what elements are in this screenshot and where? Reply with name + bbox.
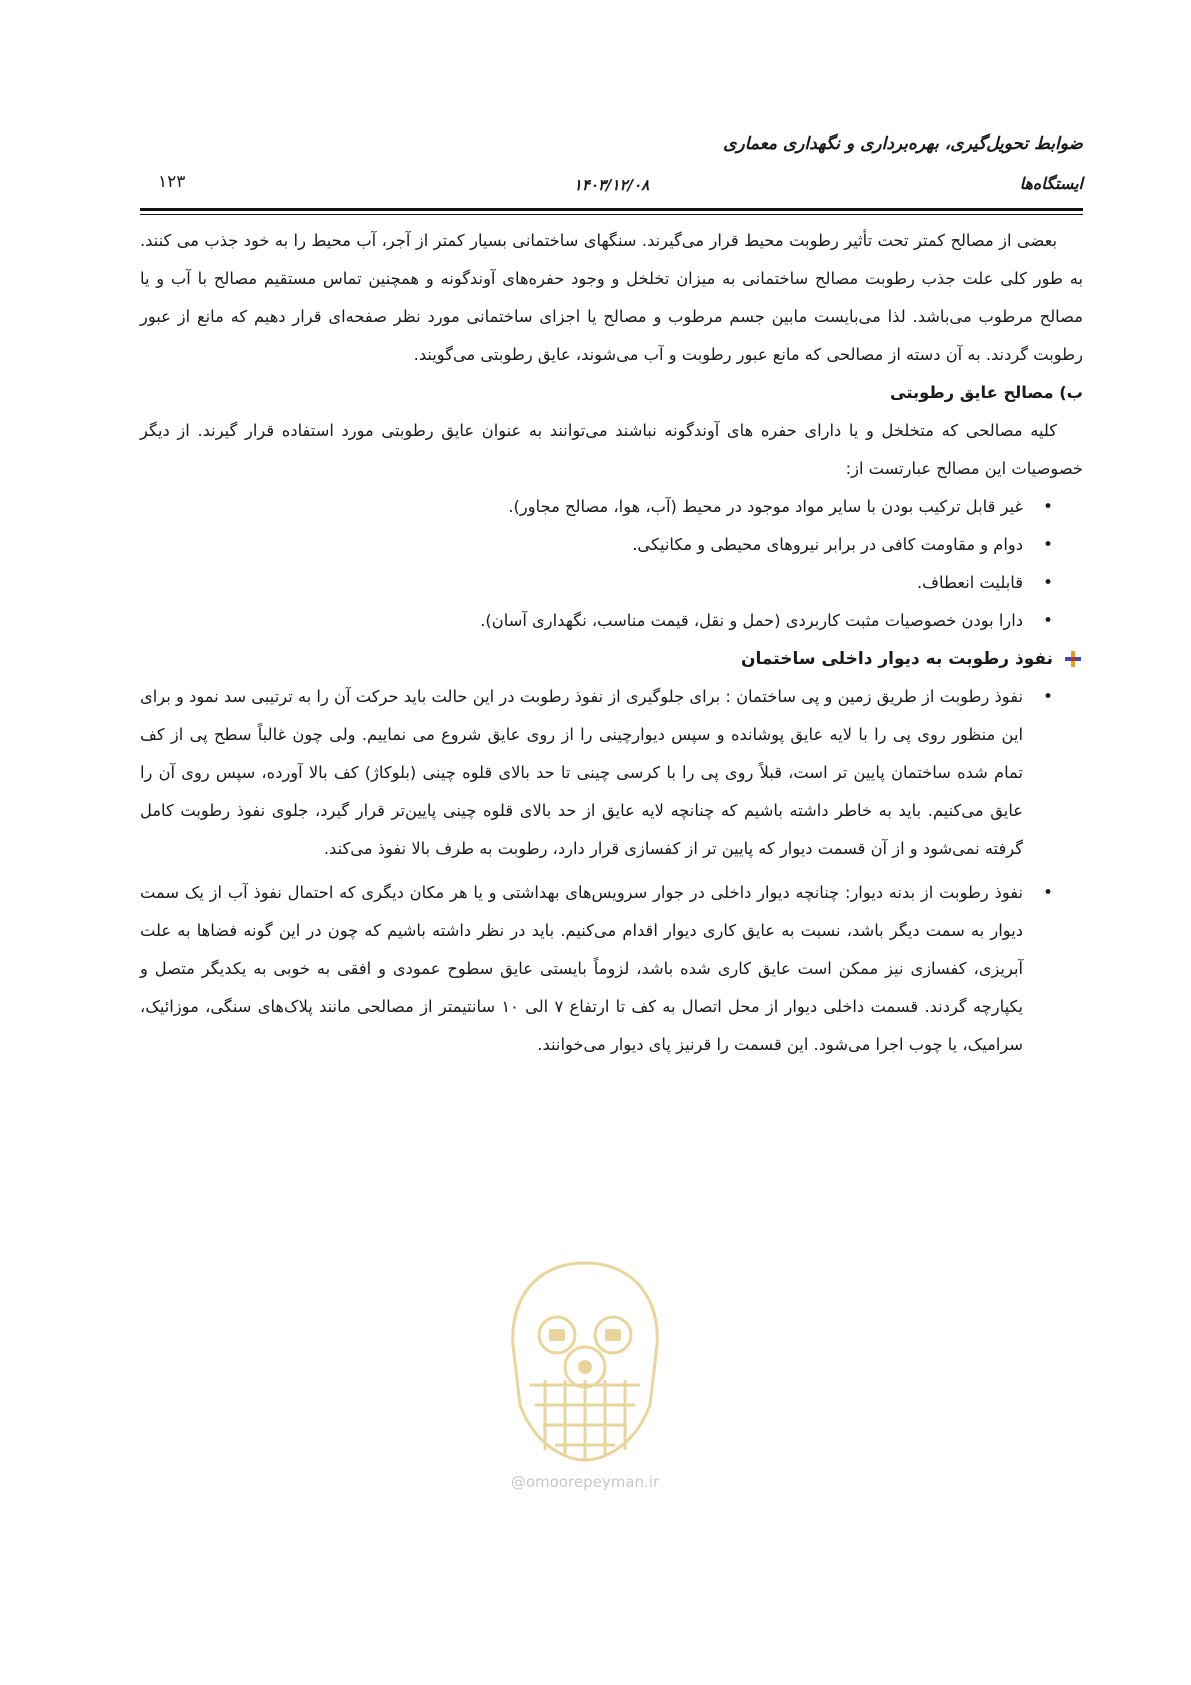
sub-intro-paragraph: کلیه مصالحی که متخلخل و یا دارای حفره های آوندگونه نباشند می‌توانند به عنوان عایق رطوبتی مورد استفاده قرار گیرند. از دیگر خصوصیات این مصالح عبارتست از:: [140, 421, 1083, 478]
section-heading-text: نفوذ رطوبت به دیوار داخلی ساختمان: [740, 649, 1053, 669]
list-item: • دارا بودن خصوصیات مثبت کاربردی (حمل و نقل، قیمت مناسب، نگهداری آسان).: [140, 602, 1023, 640]
list-item: • قابلیت انعطاف.: [140, 564, 1023, 602]
watermark-seal-icon: [485, 1255, 685, 1465]
list-item: • نفوذ رطوبت از بدنه دیوار: چنانچه دیوار داخلی در جوار سرویس‌های بهداشتی و یا هر مکان دیگری که احتمال نفوذ آب از یک سمت دیوار به سمت دیگر باشد، نسبت به عایق کاری دیوار اقدام می‌کنیم. باید در نظر داشته باشیم که چون در این گونه فضاها به علت آبریزی، کفسازی نیز ممکن است عایق کاری شده باشد، لزوماً بایستی عایق سطوح عمودی و افقی به خوبی به یکدیگر متصل و یکپارچه گردند. قسمت داخلی دیوار از محل اتصال به کف تا ارتفاع ۷ الی ۱۰ سانتیمتر از مصالحی مانند پلاک‌های سنگی، موزائیک، سرامیک، یا چوب اجرا می‌شود. این قسمت را قرنیز پای دیوار می‌خوانند.: [140, 874, 1023, 1064]
sub-heading: ب) مصالح عایق رطوبتی: [889, 383, 1083, 402]
page-number: ۱۲۳: [158, 172, 186, 192]
paragraph-list: [140, 678, 1083, 1064]
intro-paragraph: بعضی از مصالح کمتر تحت تأثیر رطوبت محیط قرار می‌گیرند. سنگهای ساختمانی بسیار کمتر از آجر، آب محیط را به خود جذب می کنند. به طور کلی علت جذب رطوبت مصالح ساختمانی به میزان تخلخل و وجود حفره‌های آوندگونه و همچنین تماس مستقیم مصالح با آب و یا مصالح مرطوب می‌باشد. لذا می‌بایست مابین جسم مرطوب و مصالح یا اجزای ساختمانی مورد نظر صفحه‌ای قرار دهیم که مانع از عبور رطوبت گردند. به آن دسته از مصالحی که مانع عبور رطوبت و آب می‌شوند، عایق رطوبتی می‌گویند.: [140, 231, 1083, 364]
watermark: [485, 1255, 685, 1505]
cross-bullet-icon: [1065, 651, 1081, 667]
page-content: [140, 222, 1083, 1070]
section-heading: [140, 640, 1083, 678]
list-item: • نفوذ رطوبت از طریق زمین و پی ساختمان : برای جلوگیری از نفوذ رطوبت در این حالت باید حرکت آن را به ترتیبی سد نمود و برای این منظور روی پی را با لایه عایق پوشانده و سپس دیوارچینی را از روی عایق شروع می نماییم. ولی چون غالباً سطح پی از کف تمام شده ساختمان پایین تر است، قبلاً روی پی را با کرسی چینی تا حد بالای قلوه چینی (بلوکاژ) کف بالا آورده، سپس روی آن را عایق می‌کنیم. باید به خاطر داشته باشیم که چنانچه لایه عایق از حد بالای قلوه چینی پایین‌تر قرار گیرد، جلوی نفوذ رطوبت کامل گرفته نمی‌شود و از آن قسمت دیوار که پایین تر از کفسازی قرار دارد، رطوبت به طرف بالا نفوذ می‌کند.: [140, 678, 1023, 868]
document-date: ۱۴۰۳/۱۲/۰۸: [573, 176, 650, 194]
watermark-text: @omoorepeyman.ir: [510, 1473, 660, 1491]
header-rule-thin: [140, 214, 1083, 215]
page-header: [140, 134, 1083, 206]
list-item: • دوام و مقاومت کافی در برابر نیروهای محیطی و مکانیکی.: [140, 526, 1023, 564]
section-name: ایستگاه‌ها: [1019, 174, 1083, 193]
properties-list: [140, 488, 1083, 640]
header-rule-thick: [140, 208, 1083, 211]
document-title: ضوابط تحویل‌گیری، بهره‌برداری و نگهداری معماری: [723, 134, 1083, 154]
list-item: • غیر قابل ترکیب بودن با سایر مواد موجود در محیط (آب، هوا، مصالح مجاور).: [140, 488, 1023, 526]
